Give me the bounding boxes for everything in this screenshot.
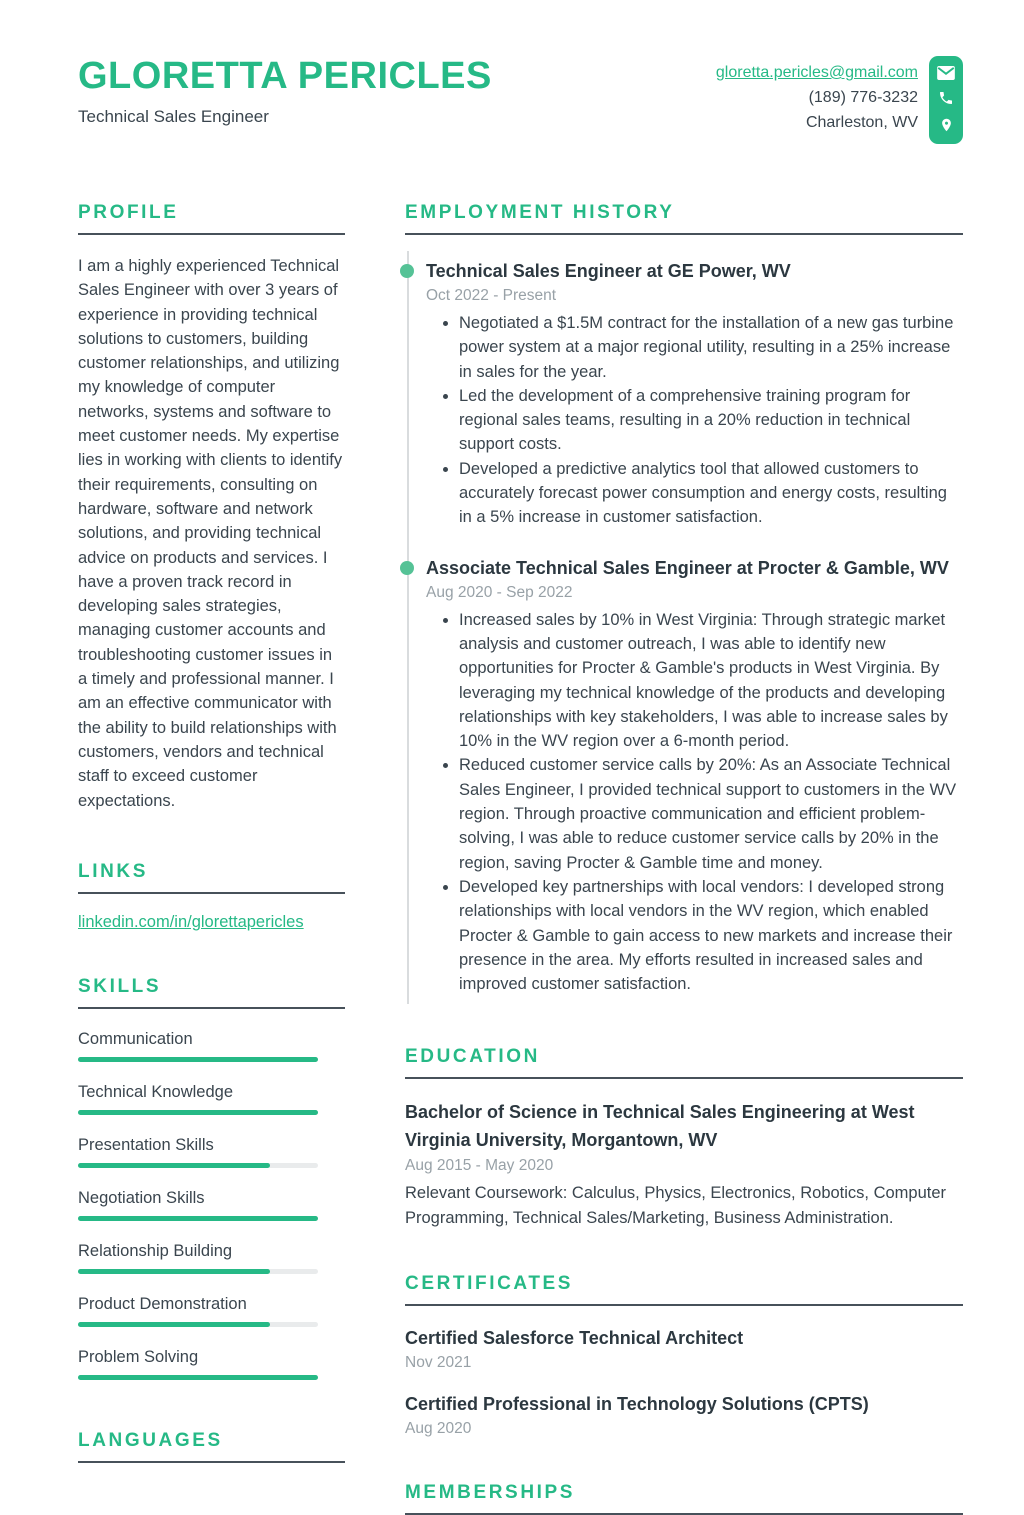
certificates-section bbox=[405, 1273, 963, 1438]
skill-label: Product Demonstration bbox=[78, 1294, 247, 1313]
skills-heading: SKILLS bbox=[78, 976, 345, 1009]
job-entry bbox=[426, 259, 963, 530]
education-dates: Aug 2015 - May 2020 bbox=[405, 1157, 554, 1175]
person-job-title: Technical Sales Engineer bbox=[78, 106, 269, 126]
skill-bar bbox=[78, 1269, 318, 1274]
skill-bar bbox=[78, 1216, 318, 1221]
skill-label: Problem Solving bbox=[78, 1347, 199, 1366]
skill-item bbox=[78, 1240, 345, 1274]
languages-heading: LANGUAGES bbox=[78, 1430, 345, 1463]
employment-timeline bbox=[407, 251, 963, 1004]
skill-item bbox=[78, 1028, 345, 1062]
skill-label: Negotiation Skills bbox=[78, 1188, 205, 1207]
memberships-section bbox=[405, 1482, 963, 1515]
contact-phone: (189) 776-3232 bbox=[808, 89, 918, 106]
envelope-icon bbox=[937, 66, 955, 80]
job-dates: Oct 2022 - Present bbox=[426, 287, 557, 304]
links-section bbox=[78, 861, 345, 932]
skill-item bbox=[78, 1293, 345, 1327]
contact-location: Charleston, WV bbox=[805, 114, 918, 131]
phone-icon bbox=[938, 90, 954, 106]
skill-bar bbox=[78, 1163, 318, 1168]
job-entry bbox=[426, 556, 963, 997]
contact-icon-panel bbox=[929, 56, 963, 144]
job-title: Technical Sales Engineer at GE Power, WV bbox=[426, 259, 963, 283]
employment-heading: EMPLOYMENT HISTORY bbox=[405, 202, 963, 235]
certificate-title: Certified Professional in Technology Solutions (CPTS) bbox=[405, 1394, 869, 1415]
languages-section bbox=[78, 1430, 345, 1463]
job-title: Associate Technical Sales Engineer at Procter & Gamble, WV bbox=[426, 556, 963, 580]
certificate-entry bbox=[405, 1392, 963, 1438]
job-bullet: • Developed key partnerships with local vendors: I developed strong relationships with local vendors in the WV region, which enabled Procter & Gamble to gain access to new markets and increase their presence in the area. My efforts resulted in increased sales and improved customer satisfaction. bbox=[459, 875, 963, 996]
job-bullets bbox=[426, 608, 963, 997]
job-bullet: • Negotiated a $1.5M contract for the installation of a new gas turbine power system at a major regional utility, resulting in a 25% increase in sales for the year. bbox=[459, 311, 963, 384]
employment-section bbox=[405, 202, 963, 1004]
certificate-dates: Aug 2020 bbox=[405, 1420, 472, 1438]
skill-label: Technical Knowledge bbox=[78, 1082, 234, 1101]
left-column bbox=[78, 202, 345, 1515]
skill-item bbox=[78, 1187, 345, 1221]
job-bullet: • Reduced customer service calls by 20%: As an Associate Technical Sales Engineer, I provided technical support to customers in the WV region. Through proactive communication and efficient problem-solving, I was able to reduce customer service calls by 20% in the region, saving Procter & Gamble time and money. bbox=[459, 753, 963, 874]
education-degree: Bachelor of Science in Technical Sales Engineering at West Virginia University, Morgantown, WV bbox=[405, 1102, 915, 1151]
education-entry bbox=[405, 1098, 963, 1231]
skill-label: Presentation Skills bbox=[78, 1135, 214, 1154]
skill-label: Relationship Building bbox=[78, 1241, 233, 1260]
certificate-title: Certified Salesforce Technical Architect bbox=[405, 1328, 744, 1349]
skills-section bbox=[78, 976, 345, 1380]
education-heading: EDUCATION bbox=[405, 1046, 963, 1079]
job-bullet: • Led the development of a comprehensive training program for regional sales teams, resulting in a 20% reduction in technical support costs. bbox=[459, 384, 963, 457]
links-heading: LINKS bbox=[78, 861, 345, 894]
header bbox=[78, 56, 963, 144]
education-description: Relevant Coursework: Calculus, Physics, Electronics, Robotics, Computer Programming, Technical Sales/Marketing, Business Administration. bbox=[405, 1184, 947, 1228]
location-pin-icon bbox=[939, 116, 954, 134]
certificates-heading: CERTIFICATES bbox=[405, 1273, 963, 1306]
certificate-entry bbox=[405, 1326, 963, 1372]
skill-item bbox=[78, 1134, 345, 1168]
job-bullet: • Developed a predictive analytics tool that allowed customers to accurately forecast power consumption and energy costs, resulting in a 5% increase in customer satisfaction. bbox=[459, 457, 963, 530]
skill-item bbox=[78, 1346, 345, 1380]
linkedin-link[interactable]: linkedin.com/in/glorettapericles bbox=[78, 912, 304, 931]
job-bullets bbox=[426, 311, 963, 530]
person-name: GLORETTA PERICLES bbox=[78, 55, 492, 97]
profile-section bbox=[78, 202, 345, 813]
education-section bbox=[405, 1046, 963, 1231]
skill-bar bbox=[78, 1322, 318, 1327]
certificate-dates: Nov 2021 bbox=[405, 1354, 472, 1372]
contact-email bbox=[716, 60, 918, 85]
job-dates: Aug 2020 - Sep 2022 bbox=[426, 583, 573, 601]
profile-text: I am a highly experienced Technical Sales Engineer with over 3 years of experience in providing technical solutions to customers, building customer relationships, and utilizing my knowledge of computer networks, systems and software to meet customer needs. My expertise lies in working with clients to identify their requirements, consulting on hardware, software and network solutions, and providing technical advice on products and services. I have a proven track record in developing sales strategies, managing customer accounts and troubleshooting customer issues in a timely and professional manner. I am an effective communicator with the ability to build relationships with customers, vendors and technical staff to exceed customer expectations. bbox=[78, 257, 343, 810]
memberships-heading: MEMBERSHIPS bbox=[405, 1482, 963, 1515]
profile-heading: PROFILE bbox=[78, 202, 345, 235]
skill-item bbox=[78, 1081, 345, 1115]
skill-bar bbox=[78, 1057, 318, 1062]
skill-bar bbox=[78, 1110, 318, 1115]
right-column bbox=[405, 202, 963, 1515]
skill-label: Communication bbox=[78, 1029, 193, 1048]
skill-bar bbox=[78, 1375, 318, 1380]
contact-block bbox=[716, 56, 918, 135]
job-bullet: • Increased sales by 10% in West Virginia: Through strategic market analysis and customer outreach, I was able to identify new opportunities for Procter & Gamble's products in West Virginia. By leveraging my technical knowledge of the products and developing relationships with key stakeholders, I was able to increase sales by 10% in the WV region over a 6-month period. bbox=[459, 608, 963, 754]
email-link[interactable]: gloretta.pericles@gmail.com bbox=[715, 64, 918, 81]
